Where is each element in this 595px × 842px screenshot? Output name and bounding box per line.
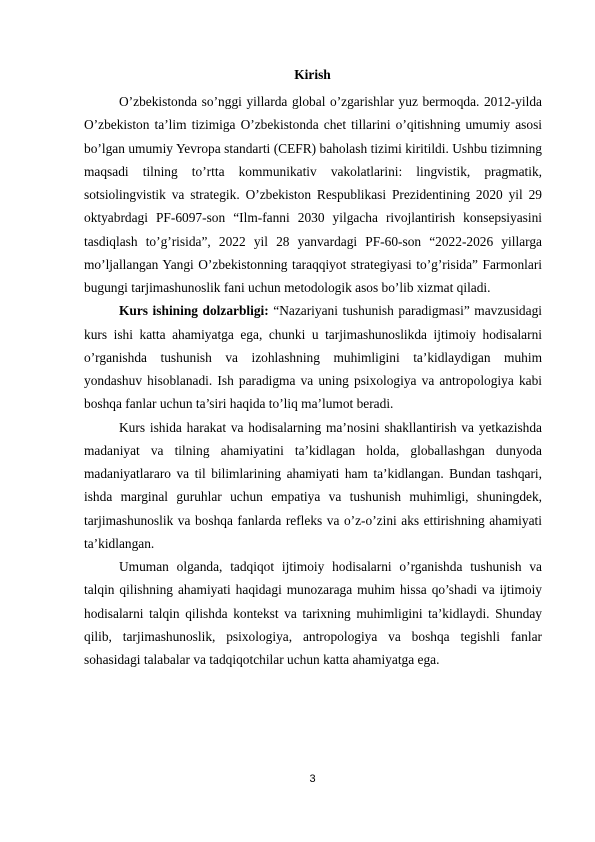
page-number: 3 xyxy=(309,773,316,785)
paragraph-lead: Kurs ishining dolzarbligi: xyxy=(119,303,269,319)
paragraph-summary xyxy=(84,555,542,671)
paragraph-text: O’zbekistonda so’nggi yillarda global o’zgarishlar yuz bermoqda. 2012-yilda O’zbekiston ta’lim tizimiga O’zbekistonda chet tillarini o’qitishning umumiy asosi bo’lgan umumiy Yevropa standarti (CEFR) baholash tizimi kiritildi. Ushbu tizimning maqsadi tilning to’rtta kommunikativ vakolatlarini: lingvistik, pragmatik, sotsiolingvistik va strategik. O’zbekiston Respublikasi Prezidentining 2020 yil 29 oktyabrdagi PF-6097-son “Ilm-fanni 2030 yilgacha rivojlantirish konsepsiyasini tasdiqlash to’g’risida”, 2022 yil 28 yanvardagi PF-60-son “2022-2026 yillarga mo’ljallangan Yangi O’zbekistonning taraqqiyot strategiyasi to’g’risida” Farmonlari bugungi tarjimashunoslik fani uchun metodologik asos bo’lib xizmat qiladi. xyxy=(84,94,542,295)
paragraph-text: Kurs ishida harakat va hodisalarning ma’nosini shakllantirish va yetkazishda madaniyat va tilning ahamiyatini ta’kidlagan holda, globallashgan dunyoda madaniyatlararo va til bilimlarining ahamiyati ham ta’kidlangan. Bundan tashqari, ishda marginal guruhlar uchun empatiya va tushunish muhimligi, shuningdek, tarjimashunoslik va boshqa fanlarda refleks va o’z-o’zini aks ettirishning ahamiyati ta’kidlangan. xyxy=(84,419,542,551)
paragraph-relevance xyxy=(84,299,542,415)
paragraph-text: Umuman olganda, tadqiqot ijtimoiy hodisalarni o’rganishda tushunish va talqin qilishning ahamiyati haqidagi munozaraga muhim hissa qo’shadi va ijtimoiy hodisalarni talqin qilishda kontekst va tarixning muhimligini ta’kidlaydi. Shunday qilib, tarjimashunoslik, psixologiya, antropologiya va boshqa tegishli fanlar sohasidagi talabalar va tadqiqotchilar uchun katta ahamiyatga ega. xyxy=(84,559,542,667)
page-title: Kirish xyxy=(294,67,331,82)
document-body xyxy=(84,90,542,671)
paragraph-culture xyxy=(84,416,542,556)
paragraph-intro xyxy=(84,90,542,299)
paragraph-text: “Nazariyani tushunish paradigmasi” mavzusidagi kurs ishi katta ahamiyatga ega, chunki u tarjimashunoslikda ijtimoiy hodisalarni o’rganishda tushunish va izohlashning muhimligini ta’kidlaydigan muhim yondashuv hisoblanadi. Ish paradigma va uning psixologiya va antropologiya kabi boshqa fanlar uchun ta’siri haqida to’liq ma’lumot beradi. xyxy=(84,303,542,412)
